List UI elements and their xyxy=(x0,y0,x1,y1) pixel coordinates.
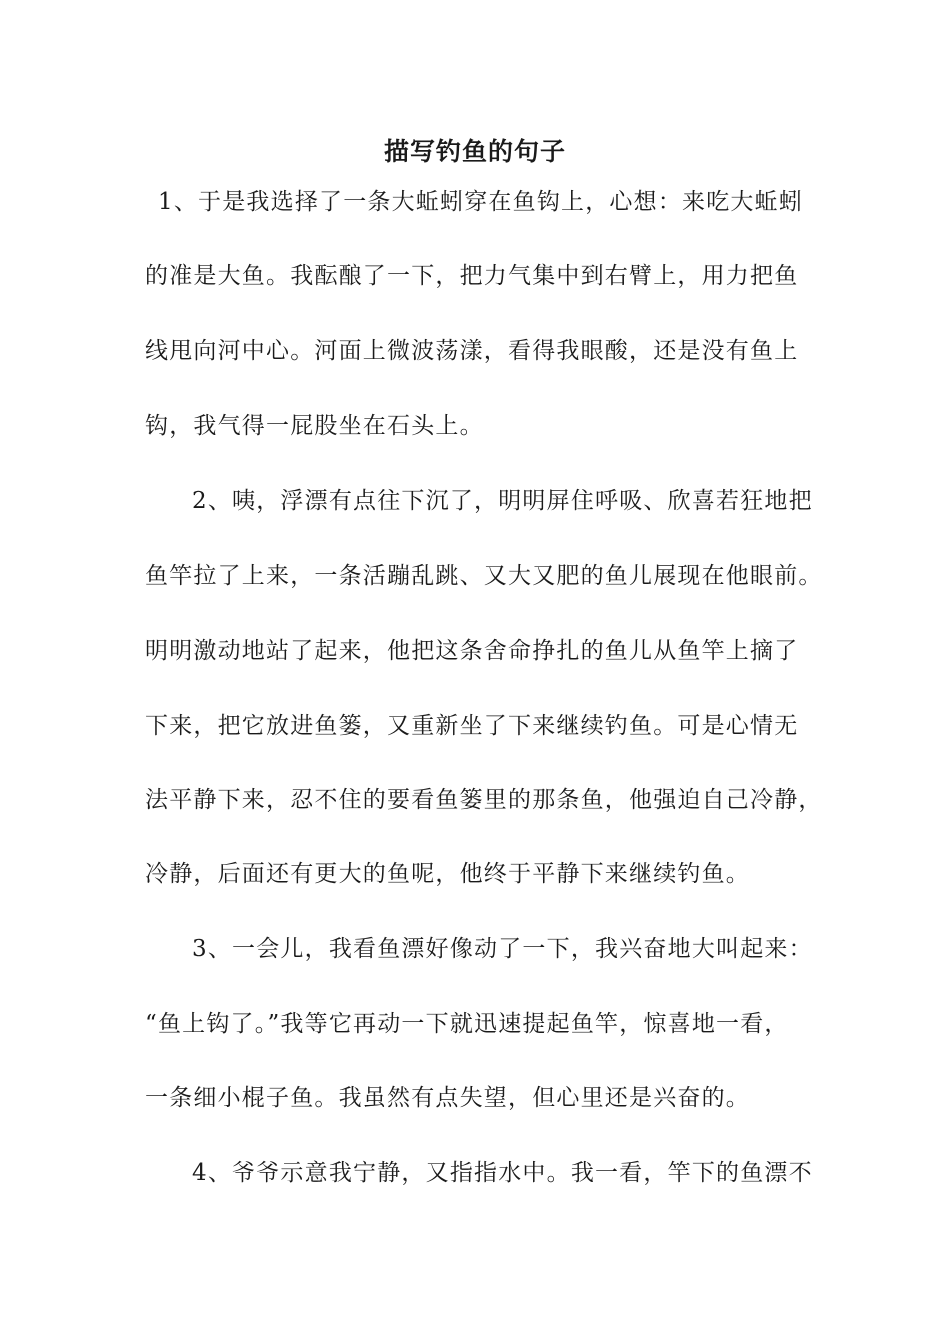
paragraph-line: 3、一会儿，我看鱼漂好像动了一下，我兴奋地大叫起来： xyxy=(192,936,813,962)
paragraph-line: 法平静下来，忍不住的要看鱼篓里的那条鱼，他强迫自己冷静， xyxy=(145,787,823,813)
paragraph-line: 明明激动地站了起来，他把这条舍命挣扎的鱼儿从鱼竿上摘了 xyxy=(145,638,799,664)
paragraph-line: 2、咦，浮漂有点往下沉了，明明屏住呼吸、欣喜若狂地把 xyxy=(192,488,813,514)
paragraph-line: 冷静，后面还有更大的鱼呢，他终于平静下来继续钓鱼。 xyxy=(145,861,750,887)
paragraph-line: 一条细小棍子鱼。我虽然有点失望，但心里还是兴奋的。 xyxy=(145,1085,750,1111)
paragraph-line: 4、爷爷示意我宁静，又指指水中。我一看，竿下的鱼漂不 xyxy=(192,1160,813,1186)
paragraph-line: 钩，我气得一屁股坐在石头上。 xyxy=(145,413,484,439)
paragraph-line: 下来，把它放进鱼篓，又重新坐了下来继续钓鱼。可是心情无 xyxy=(145,713,799,739)
paragraph-line: 线甩向河中心。河面上微波荡漾，看得我眼酸，还是没有鱼上 xyxy=(145,338,799,364)
paragraph-line: 的准是大鱼。我酝酿了一下，把力气集中到右臂上，用力把鱼 xyxy=(145,263,799,289)
paragraph-line: 1、于是我选择了一条大蚯蚓穿在鱼钩上，心想：来吃大蚯蚓 xyxy=(158,189,804,215)
paragraph-line: 鱼竿拉了上来，一条活蹦乱跳、又大又肥的鱼儿展现在他眼前。 xyxy=(145,563,823,589)
document-title: 描写钓鱼的句子 xyxy=(383,137,566,166)
paragraph-line: “鱼上钩了。”我等它再动一下就迅速提起鱼竿，惊喜地一看， xyxy=(145,1011,789,1037)
